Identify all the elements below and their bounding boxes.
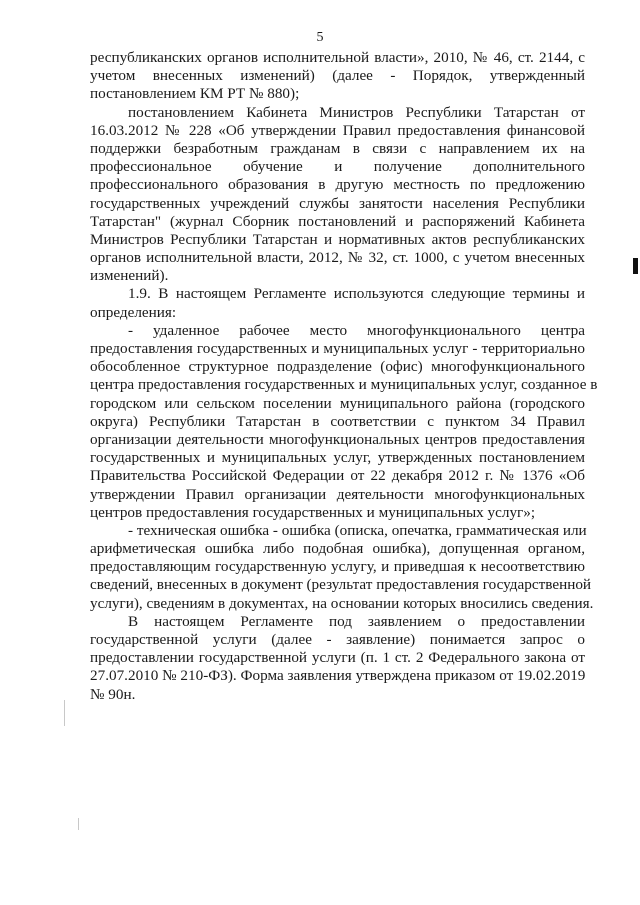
text-line: 1.9. В настоящем Регламенте используются следующие термины и bbox=[128, 285, 585, 303]
text-line: арифметическая ошибка либо подобная ошибка), допущенная органом, bbox=[90, 540, 585, 558]
text-line: 16.03.2012 № 228 «Об утверждении Правил предоставления финансовой bbox=[90, 121, 585, 139]
text-line: республиканских органов исполнительной власти», 2010, № 46, ст. 2144, с bbox=[90, 49, 585, 66]
scan-speck bbox=[78, 818, 79, 830]
text-line: округа) Республики Татарстан в соответствии с пунктом 34 Правил bbox=[90, 412, 585, 430]
text-line: учетом внесенных изменений) (далее - Порядок, утвержденный bbox=[90, 67, 585, 85]
text-line: изменений). bbox=[90, 267, 169, 285]
text-line: постановлением КМ РТ № 880); bbox=[90, 85, 300, 103]
text-line: государственной услуги (далее - заявление) понимается запрос о bbox=[90, 631, 585, 648]
text-line: постановлением Кабинета Министров Республики Татарстан от bbox=[128, 103, 585, 121]
scan-edge-mark bbox=[633, 258, 638, 274]
text-line: профессиональное обучение и получение дополнительного bbox=[90, 158, 585, 176]
text-line: городском или сельском поселении муниципального района (городского bbox=[90, 394, 585, 412]
text-line: профессионального образования в другую местность по предложению bbox=[90, 176, 585, 194]
text-line: предоставления государственных и муниципальных услуг - территориально bbox=[90, 340, 585, 357]
regulation-text bbox=[90, 49, 598, 704]
text-line: сведений, внесенных в документ (результат предоставления государственной bbox=[90, 576, 592, 594]
text-line: организации деятельности многофункциональных центров предоставления bbox=[90, 430, 585, 448]
text-line: поддержки безработным гражданам в связи с направлением их на bbox=[90, 139, 585, 157]
text-line: государственных и муниципальных услуг, утвержденных постановлением bbox=[90, 449, 585, 467]
text-line: Татарстан" (журнал Сборник постановлений и распоряжений Кабинета bbox=[90, 212, 585, 230]
text-line: утверждении Правил организации деятельности многофункциональных bbox=[90, 485, 585, 503]
text-line: государственных учреждений службы занятости населения Республики bbox=[90, 194, 585, 212]
text-line: 27.07.2010 № 210-ФЗ). Форма заявления утверждена приказом от 19.02.2019 bbox=[90, 667, 586, 685]
text-line: определения: bbox=[90, 303, 177, 321]
page-number: 5 bbox=[316, 30, 324, 45]
text-line: обособленное структурное подразделение (офис) многофункционального bbox=[90, 358, 585, 376]
text-line: В настоящем Регламенте под заявлением о предоставлении bbox=[128, 612, 585, 630]
text-line: центра предоставления государственных и муниципальных услуг, созданное в bbox=[90, 376, 598, 394]
text-line: предоставлении государственной услуги (п. 1 ст. 2 Федерального закона от bbox=[90, 649, 585, 667]
text-line: - техническая ошибка - ошибка (описка, опечатка, грамматическая или bbox=[128, 521, 587, 539]
text-line: услуги), сведениям в документах, на основании которых вносились сведения. bbox=[90, 594, 594, 612]
text-line: центров предоставления государственных и муниципальных услуг»; bbox=[90, 503, 536, 521]
text-line: Правительства Российской Федерации от 22 декабря 2012 г. № 1376 «Об bbox=[90, 467, 585, 485]
text-line: - удаленное рабочее место многофункционального центра bbox=[128, 321, 585, 339]
text-line: органов исполнительной власти, 2012, № 32, ст. 1000, с учетом внесенных bbox=[90, 249, 585, 267]
scan-speck bbox=[64, 700, 65, 726]
text-line: предоставляющим государственную услугу, и приведшая к несоответствию bbox=[90, 558, 585, 576]
text-line: Министров Республики Татарстан и нормативных актов республиканских bbox=[90, 230, 585, 248]
text-line: № 90н. bbox=[90, 685, 136, 703]
